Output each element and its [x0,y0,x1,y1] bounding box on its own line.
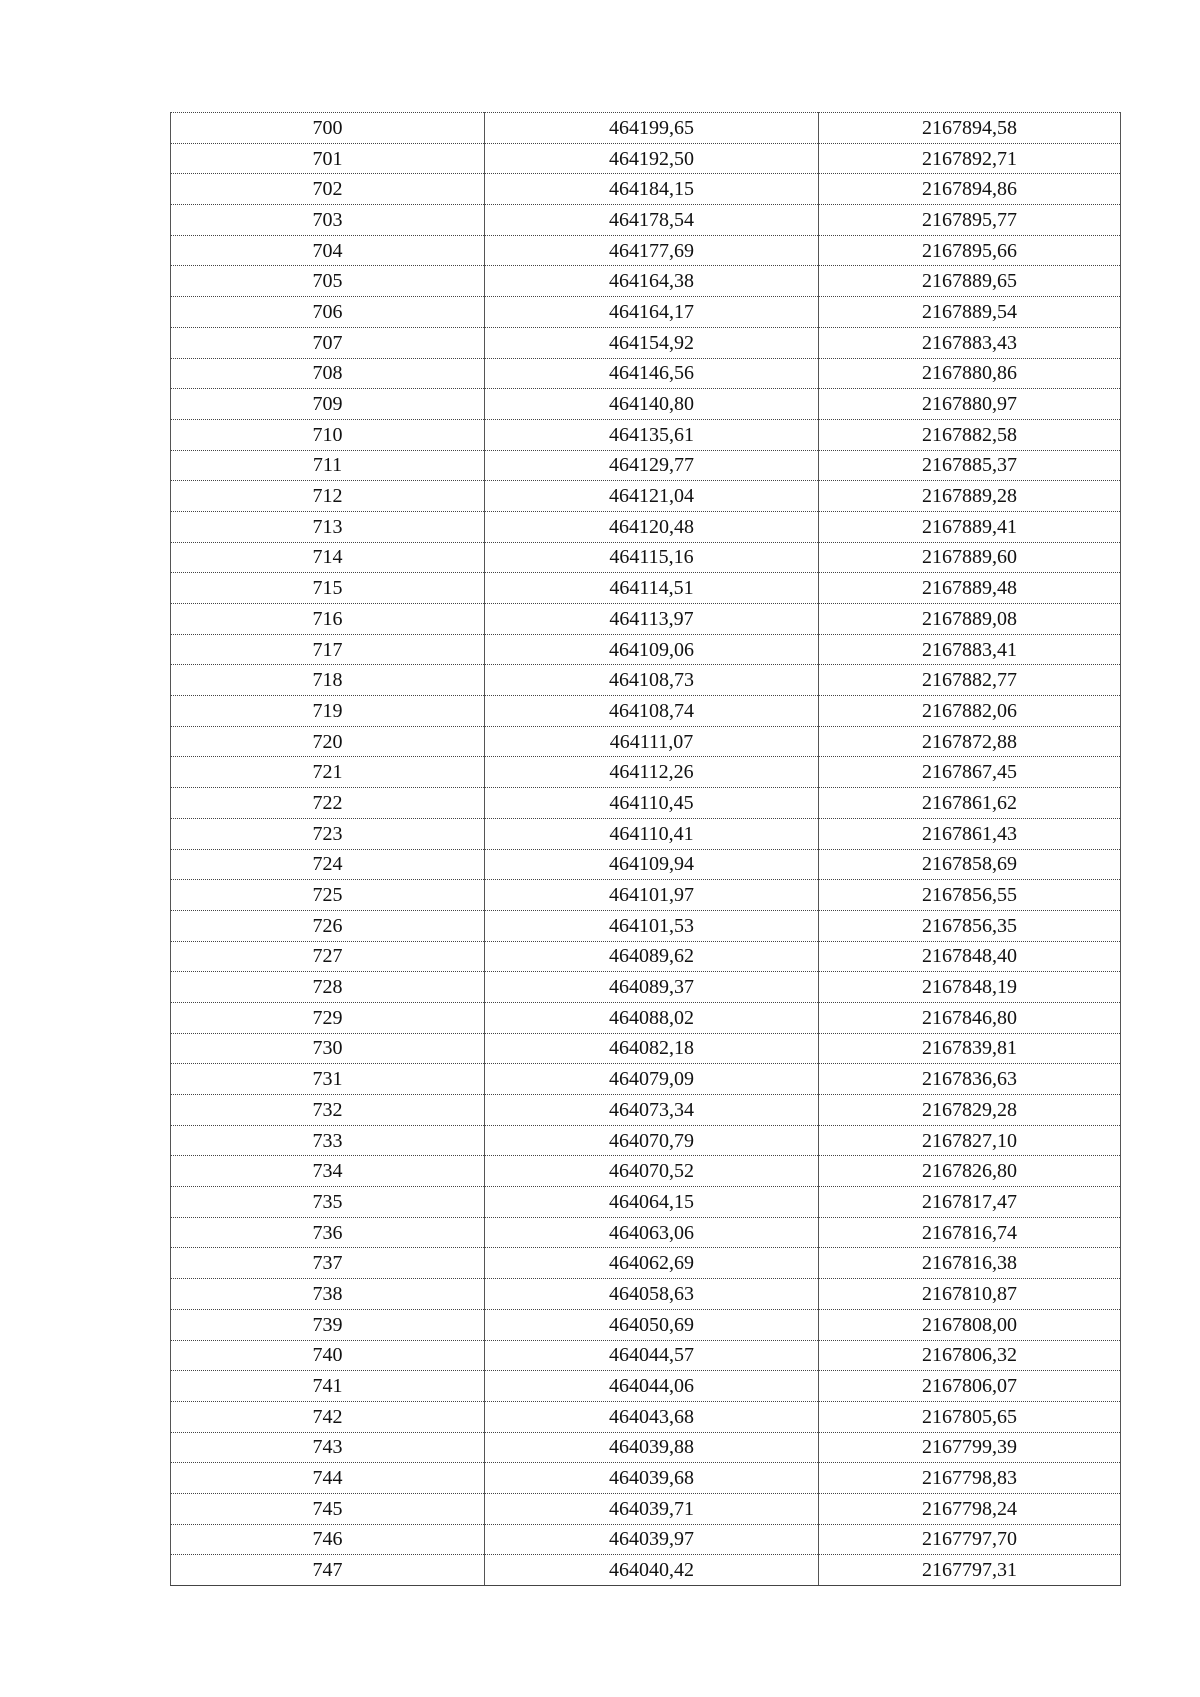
x-coordinate-cell: 464114,51 [485,573,819,604]
table-row [171,327,1121,358]
point-number-cell: 724 [171,849,485,880]
x-coordinate-cell: 464064,15 [485,1187,819,1218]
y-coordinate-cell: 2167895,66 [819,235,1121,266]
table-row [171,696,1121,727]
y-coordinate-cell: 2167883,43 [819,327,1121,358]
point-number-cell: 745 [171,1493,485,1524]
x-coordinate-cell: 464129,77 [485,450,819,481]
point-number-cell: 723 [171,818,485,849]
table-row [171,419,1121,450]
point-number-cell: 716 [171,604,485,635]
y-coordinate-cell: 2167848,40 [819,941,1121,972]
table-row [171,1125,1121,1156]
point-number-cell: 711 [171,450,485,481]
point-number-cell: 720 [171,726,485,757]
x-coordinate-cell: 464115,16 [485,542,819,573]
point-number-cell: 715 [171,573,485,604]
point-number-cell: 708 [171,358,485,389]
y-coordinate-cell: 2167867,45 [819,757,1121,788]
point-number-cell: 707 [171,327,485,358]
x-coordinate-cell: 464146,56 [485,358,819,389]
table-row [171,1033,1121,1064]
x-coordinate-cell: 464050,69 [485,1309,819,1340]
table-row [171,174,1121,205]
x-coordinate-cell: 464108,73 [485,665,819,696]
y-coordinate-cell: 2167810,87 [819,1279,1121,1310]
y-coordinate-cell: 2167894,86 [819,174,1121,205]
x-coordinate-cell: 464109,06 [485,634,819,665]
x-coordinate-cell: 464082,18 [485,1033,819,1064]
table-row [171,1248,1121,1279]
table-row [171,788,1121,819]
point-number-cell: 732 [171,1095,485,1126]
point-number-cell: 719 [171,696,485,727]
x-coordinate-cell: 464164,38 [485,266,819,297]
table-row [171,1002,1121,1033]
x-coordinate-cell: 464089,37 [485,972,819,1003]
y-coordinate-cell: 2167882,06 [819,696,1121,727]
x-coordinate-cell: 464088,02 [485,1002,819,1033]
table-row [171,634,1121,665]
table-row [171,1555,1121,1586]
y-coordinate-cell: 2167798,24 [819,1493,1121,1524]
x-coordinate-cell: 464112,26 [485,757,819,788]
point-number-cell: 739 [171,1309,485,1340]
y-coordinate-cell: 2167892,71 [819,143,1121,174]
point-number-cell: 740 [171,1340,485,1371]
x-coordinate-cell: 464110,41 [485,818,819,849]
point-number-cell: 725 [171,880,485,911]
table-row [171,450,1121,481]
table-row [171,1309,1121,1340]
point-number-cell: 706 [171,297,485,328]
point-number-cell: 728 [171,972,485,1003]
x-coordinate-cell: 464113,97 [485,604,819,635]
x-coordinate-cell: 464110,45 [485,788,819,819]
y-coordinate-cell: 2167797,70 [819,1524,1121,1555]
table-row [171,910,1121,941]
y-coordinate-cell: 2167806,32 [819,1340,1121,1371]
table-row [171,573,1121,604]
y-coordinate-cell: 2167882,77 [819,665,1121,696]
table-row [171,266,1121,297]
point-number-cell: 738 [171,1279,485,1310]
y-coordinate-cell: 2167889,48 [819,573,1121,604]
y-coordinate-cell: 2167808,00 [819,1309,1121,1340]
point-number-cell: 734 [171,1156,485,1187]
x-coordinate-cell: 464063,06 [485,1217,819,1248]
coordinates-table-body [171,113,1121,1586]
x-coordinate-cell: 464121,04 [485,481,819,512]
point-number-cell: 735 [171,1187,485,1218]
y-coordinate-cell: 2167895,77 [819,205,1121,236]
x-coordinate-cell: 464062,69 [485,1248,819,1279]
y-coordinate-cell: 2167872,88 [819,726,1121,757]
x-coordinate-cell: 464039,97 [485,1524,819,1555]
point-number-cell: 718 [171,665,485,696]
y-coordinate-cell: 2167858,69 [819,849,1121,880]
y-coordinate-cell: 2167889,08 [819,604,1121,635]
table-row [171,1463,1121,1494]
x-coordinate-cell: 464044,06 [485,1371,819,1402]
x-coordinate-cell: 464111,07 [485,726,819,757]
x-coordinate-cell: 464164,17 [485,297,819,328]
point-number-cell: 737 [171,1248,485,1279]
table-row [171,972,1121,1003]
point-number-cell: 721 [171,757,485,788]
x-coordinate-cell: 464109,94 [485,849,819,880]
point-number-cell: 703 [171,205,485,236]
point-number-cell: 733 [171,1125,485,1156]
point-number-cell: 712 [171,481,485,512]
point-number-cell: 717 [171,634,485,665]
point-number-cell: 704 [171,235,485,266]
point-number-cell: 710 [171,419,485,450]
point-number-cell: 722 [171,788,485,819]
y-coordinate-cell: 2167856,35 [819,910,1121,941]
table-row [171,511,1121,542]
y-coordinate-cell: 2167806,07 [819,1371,1121,1402]
x-coordinate-cell: 464154,92 [485,327,819,358]
y-coordinate-cell: 2167880,97 [819,389,1121,420]
table-row [171,1340,1121,1371]
table-row [171,1064,1121,1095]
y-coordinate-cell: 2167889,41 [819,511,1121,542]
x-coordinate-cell: 464070,52 [485,1156,819,1187]
point-number-cell: 705 [171,266,485,297]
y-coordinate-cell: 2167797,31 [819,1555,1121,1586]
y-coordinate-cell: 2167894,58 [819,113,1121,144]
y-coordinate-cell: 2167816,74 [819,1217,1121,1248]
x-coordinate-cell: 464039,71 [485,1493,819,1524]
x-coordinate-cell: 464039,88 [485,1432,819,1463]
y-coordinate-cell: 2167882,58 [819,419,1121,450]
point-number-cell: 727 [171,941,485,972]
x-coordinate-cell: 464178,54 [485,205,819,236]
point-number-cell: 741 [171,1371,485,1402]
x-coordinate-cell: 464192,50 [485,143,819,174]
y-coordinate-cell: 2167798,83 [819,1463,1121,1494]
point-number-cell: 700 [171,113,485,144]
point-number-cell: 746 [171,1524,485,1555]
table-row [171,1156,1121,1187]
table-row [171,235,1121,266]
x-coordinate-cell: 464044,57 [485,1340,819,1371]
table-row [171,481,1121,512]
y-coordinate-cell: 2167856,55 [819,880,1121,911]
table-row [171,1432,1121,1463]
y-coordinate-cell: 2167889,54 [819,297,1121,328]
y-coordinate-cell: 2167885,37 [819,450,1121,481]
table-row [171,389,1121,420]
table-row [171,757,1121,788]
table-row [171,1187,1121,1218]
table-row [171,358,1121,389]
y-coordinate-cell: 2167848,19 [819,972,1121,1003]
y-coordinate-cell: 2167816,38 [819,1248,1121,1279]
y-coordinate-cell: 2167880,86 [819,358,1121,389]
x-coordinate-cell: 464199,65 [485,113,819,144]
table-row [171,205,1121,236]
point-number-cell: 702 [171,174,485,205]
y-coordinate-cell: 2167829,28 [819,1095,1121,1126]
point-number-cell: 730 [171,1033,485,1064]
point-number-cell: 736 [171,1217,485,1248]
x-coordinate-cell: 464108,74 [485,696,819,727]
table-row [171,1279,1121,1310]
x-coordinate-cell: 464070,79 [485,1125,819,1156]
y-coordinate-cell: 2167889,28 [819,481,1121,512]
x-coordinate-cell: 464135,61 [485,419,819,450]
table-row [171,143,1121,174]
table-row [171,849,1121,880]
coordinates-table [170,112,1121,1586]
point-number-cell: 714 [171,542,485,573]
table-row [171,297,1121,328]
table-row [171,1401,1121,1432]
point-number-cell: 744 [171,1463,485,1494]
table-row [171,1095,1121,1126]
x-coordinate-cell: 464079,09 [485,1064,819,1095]
x-coordinate-cell: 464043,68 [485,1401,819,1432]
x-coordinate-cell: 464089,62 [485,941,819,972]
point-number-cell: 731 [171,1064,485,1095]
x-coordinate-cell: 464058,63 [485,1279,819,1310]
y-coordinate-cell: 2167889,65 [819,266,1121,297]
point-number-cell: 701 [171,143,485,174]
x-coordinate-cell: 464184,15 [485,174,819,205]
table-row [171,880,1121,911]
x-coordinate-cell: 464039,68 [485,1463,819,1494]
table-row [171,1493,1121,1524]
table-row [171,542,1121,573]
point-number-cell: 729 [171,1002,485,1033]
x-coordinate-cell: 464073,34 [485,1095,819,1126]
x-coordinate-cell: 464177,69 [485,235,819,266]
y-coordinate-cell: 2167836,63 [819,1064,1121,1095]
y-coordinate-cell: 2167826,80 [819,1156,1121,1187]
y-coordinate-cell: 2167839,81 [819,1033,1121,1064]
table-row [171,604,1121,635]
table-row [171,665,1121,696]
x-coordinate-cell: 464140,80 [485,389,819,420]
x-coordinate-cell: 464101,53 [485,910,819,941]
y-coordinate-cell: 2167861,43 [819,818,1121,849]
table-row [171,818,1121,849]
table-row [171,1371,1121,1402]
point-number-cell: 742 [171,1401,485,1432]
point-number-cell: 747 [171,1555,485,1586]
table-row [171,1524,1121,1555]
x-coordinate-cell: 464040,42 [485,1555,819,1586]
y-coordinate-cell: 2167827,10 [819,1125,1121,1156]
table-row [171,726,1121,757]
table-row [171,113,1121,144]
table-row [171,1217,1121,1248]
table-row [171,941,1121,972]
y-coordinate-cell: 2167861,62 [819,788,1121,819]
y-coordinate-cell: 2167805,65 [819,1401,1121,1432]
y-coordinate-cell: 2167799,39 [819,1432,1121,1463]
point-number-cell: 726 [171,910,485,941]
y-coordinate-cell: 2167817,47 [819,1187,1121,1218]
y-coordinate-cell: 2167883,41 [819,634,1121,665]
y-coordinate-cell: 2167846,80 [819,1002,1121,1033]
point-number-cell: 709 [171,389,485,420]
x-coordinate-cell: 464101,97 [485,880,819,911]
x-coordinate-cell: 464120,48 [485,511,819,542]
point-number-cell: 743 [171,1432,485,1463]
point-number-cell: 713 [171,511,485,542]
y-coordinate-cell: 2167889,60 [819,542,1121,573]
